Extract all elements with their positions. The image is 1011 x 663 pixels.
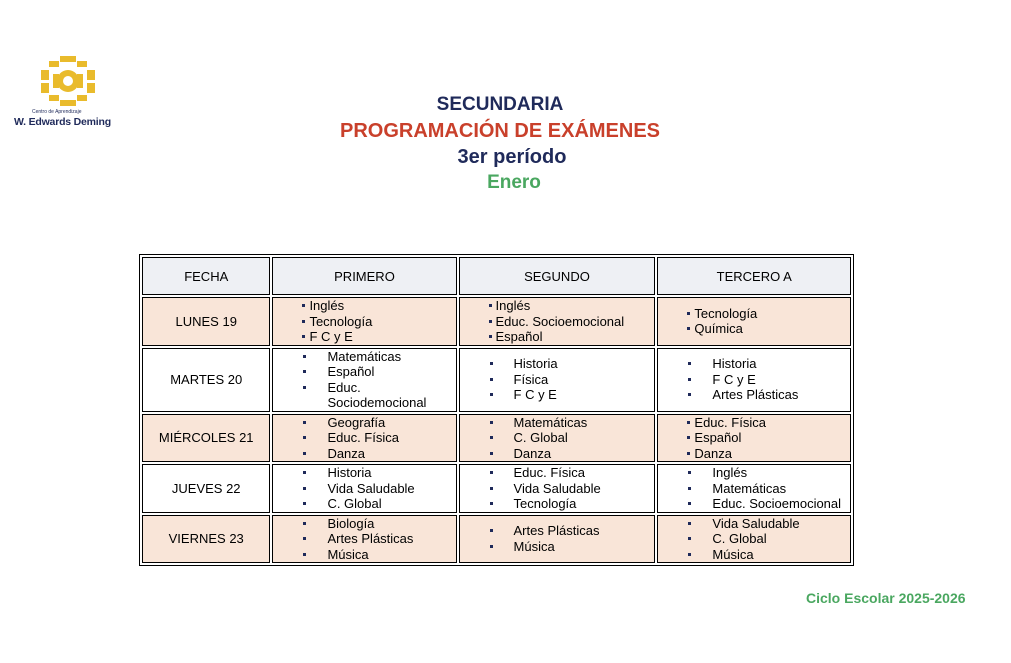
subject-item: Español [327, 364, 455, 380]
subject-item: Danza [514, 446, 655, 462]
subject-item: Música [514, 539, 655, 555]
primero-cell [272, 464, 456, 513]
subject-item: Vida Saludable [514, 481, 655, 497]
table-header-row [142, 257, 851, 295]
subject-item: Biología [327, 516, 455, 532]
subject-item: Física [514, 372, 655, 388]
subject-item: Vida Saludable [712, 516, 850, 532]
subject-item: Historia [712, 356, 850, 372]
day-cell: MIÉRCOLES 21 [142, 414, 270, 463]
day-cell: JUEVES 22 [142, 464, 270, 513]
day-cell: MARTES 20 [142, 348, 270, 412]
subject-item: Matemáticas [327, 349, 455, 365]
subject-item: Historia [327, 465, 455, 481]
subject-item: Educ. Física [327, 430, 455, 446]
segundo-cell [459, 297, 656, 346]
primero-cell [272, 515, 456, 564]
school-logo [14, 56, 122, 132]
title-period: 3er período [457, 146, 567, 168]
subject-item: Danza [694, 446, 850, 462]
table-row [142, 414, 851, 463]
subject-item: Música [712, 547, 850, 563]
school-cycle-label: Ciclo Escolar 2025-2026 [806, 590, 966, 606]
title-month: Enero [487, 172, 541, 193]
subject-item: Artes Plásticas [327, 531, 455, 547]
subject-item: C. Global [327, 496, 455, 512]
subject-item: Vida Saludable [327, 481, 455, 497]
subject-item: Tecnología [309, 314, 455, 330]
logo-subtitle: Centro de Aprendizaje [32, 109, 82, 115]
table-row [142, 464, 851, 513]
subject-item: Química [694, 321, 850, 337]
subject-item: Educ. Física [694, 415, 850, 431]
primero-cell [272, 297, 456, 346]
subject-item: Inglés [309, 298, 455, 314]
subject-item: Danza [327, 446, 455, 462]
subject-item: Música [327, 547, 455, 563]
subject-item: Inglés [712, 465, 850, 481]
day-cell: LUNES 19 [142, 297, 270, 346]
segundo-cell [459, 515, 656, 564]
tercero-cell [657, 414, 851, 463]
subject-item: Español [694, 430, 850, 446]
subject-item: Inglés [496, 298, 655, 314]
subject-item: Educ. Física [514, 465, 655, 481]
subject-item: Educ. Socioemocional [712, 496, 850, 512]
day-cell: VIERNES 23 [142, 515, 270, 564]
subject-item: Tecnología [514, 496, 655, 512]
segundo-cell [459, 348, 656, 412]
primero-cell [272, 348, 456, 412]
subject-item: F C y E [712, 372, 850, 388]
tercero-cell [657, 297, 851, 346]
subject-item: C. Global [514, 430, 655, 446]
subject-item: Educ. Sociodemocional [327, 380, 455, 411]
subject-item: Historia [514, 356, 655, 372]
logo-name: W. Edwards Deming [14, 116, 111, 128]
subject-item: Geografía [327, 415, 455, 431]
segundo-cell [459, 464, 656, 513]
subject-item: F C y E [309, 329, 455, 345]
title-main: PROGRAMACIÓN DE EXÁMENES [339, 120, 661, 142]
header-fecha: FECHA [142, 257, 270, 295]
table-row [142, 297, 851, 346]
header-segundo: SEGUNDO [459, 257, 656, 295]
tercero-cell [657, 348, 851, 412]
subject-item: Educ. Socioemocional [496, 314, 655, 330]
header-tercero: TERCERO A [657, 257, 851, 295]
primero-cell [272, 414, 456, 463]
subject-item: Artes Plásticas [514, 523, 655, 539]
logo-emblem-icon [41, 56, 95, 106]
subject-item: Tecnología [694, 306, 850, 322]
table-row [142, 515, 851, 564]
header-primero: PRIMERO [272, 257, 456, 295]
subject-item: Matemáticas [712, 481, 850, 497]
title-level: SECUNDARIA [436, 94, 564, 115]
segundo-cell [459, 414, 656, 463]
subject-item: C. Global [712, 531, 850, 547]
exam-schedule-table [139, 254, 854, 566]
tercero-cell [657, 464, 851, 513]
subject-item: Artes Plásticas [712, 387, 850, 403]
page-title-block [300, 92, 700, 196]
table-row [142, 348, 851, 412]
subject-item: Español [496, 329, 655, 345]
tercero-cell [657, 515, 851, 564]
subject-item: F C y E [514, 387, 655, 403]
subject-item: Matemáticas [514, 415, 655, 431]
